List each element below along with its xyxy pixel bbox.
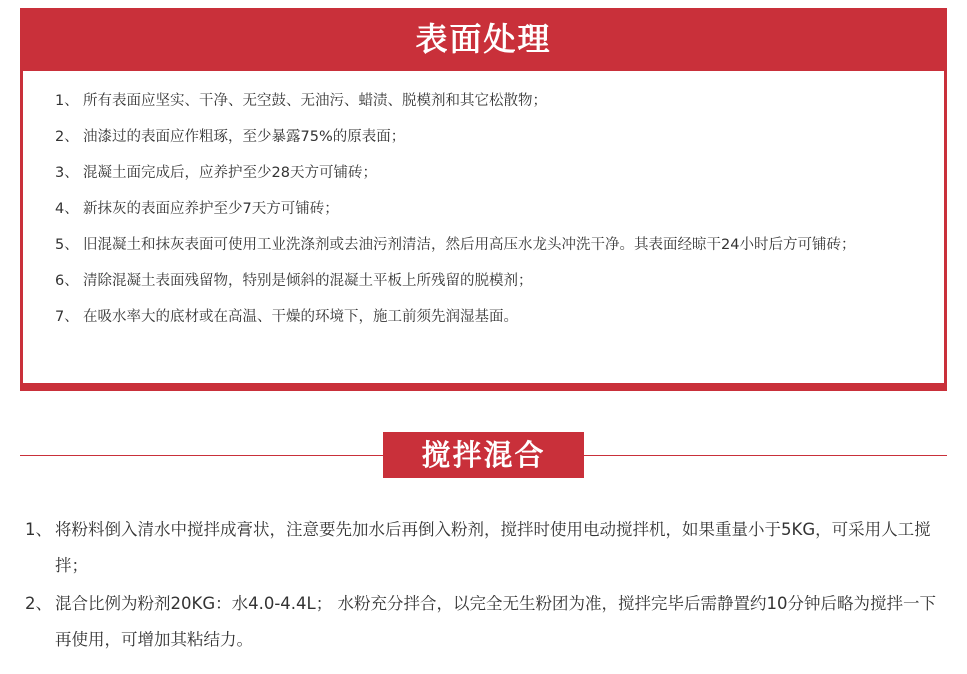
item-text: 清除混凝土表面残留物，特别是倾斜的混凝土平板上所残留的脱模剂； xyxy=(83,273,533,289)
item-text: 旧混凝土和抹灰表面可使用工业洗涤剂或去油污剂清洁，然后用高压水龙头冲洗干净。其表面经晾干24小时后方可铺砖； xyxy=(83,237,856,253)
item-number: 1、 xyxy=(25,520,52,539)
mixing-title: 搅拌混合 xyxy=(421,438,546,472)
item-text: 混合比例为粉剂20KG：水4.0-4.4L； 水粉充分拌合，以完全无生粉团为准，搅拌完毕后需静置约10分钟后略为搅拌一下再使用，可增加其粘结力。 xyxy=(55,594,936,649)
item-text: 所有表面应坚实、干净、无空鼓、无油污、蜡渍、脱模剂和其它松散物； xyxy=(83,93,547,109)
item-number: 6、 xyxy=(55,273,79,289)
list-item xyxy=(25,586,945,658)
item-number: 3、 xyxy=(55,165,79,181)
item-number: 1、 xyxy=(55,93,79,109)
surface-treatment-list xyxy=(55,88,925,340)
mixing-list xyxy=(25,512,945,660)
surface-treatment-title: 表面处理 xyxy=(415,20,552,58)
item-text: 油漆过的表面应作粗琢，至少暴露75%的原表面； xyxy=(83,129,406,145)
list-item xyxy=(25,512,945,584)
item-text: 混凝土面完成后，应养护至少28天方可铺砖； xyxy=(83,165,377,181)
surface-treatment-header-bar xyxy=(23,8,944,71)
list-item xyxy=(55,304,925,331)
item-number: 2、 xyxy=(55,129,79,145)
list-item xyxy=(55,124,925,151)
item-text: 将粉料倒入清水中搅拌成膏状，注意要先加水后再倒入粉剂，搅拌时使用电动搅拌机，如果重量小于5KG，可采用人工搅拌； xyxy=(55,520,931,575)
surface-treatment-section xyxy=(20,8,947,391)
list-item xyxy=(55,160,925,187)
item-number: 2、 xyxy=(25,594,52,613)
list-item xyxy=(55,196,925,223)
list-item xyxy=(55,232,925,259)
mixing-title-label xyxy=(383,432,584,478)
list-item xyxy=(55,88,925,115)
item-text: 新抹灰的表面应养护至少7天方可铺砖； xyxy=(83,201,339,217)
item-number: 5、 xyxy=(55,237,79,253)
list-item xyxy=(55,268,925,295)
item-text: 在吸水率大的底材或在高温、干燥的环境下，施工前须先润湿基面。 xyxy=(83,309,518,325)
item-number: 7、 xyxy=(55,309,79,325)
item-number: 4、 xyxy=(55,201,79,217)
